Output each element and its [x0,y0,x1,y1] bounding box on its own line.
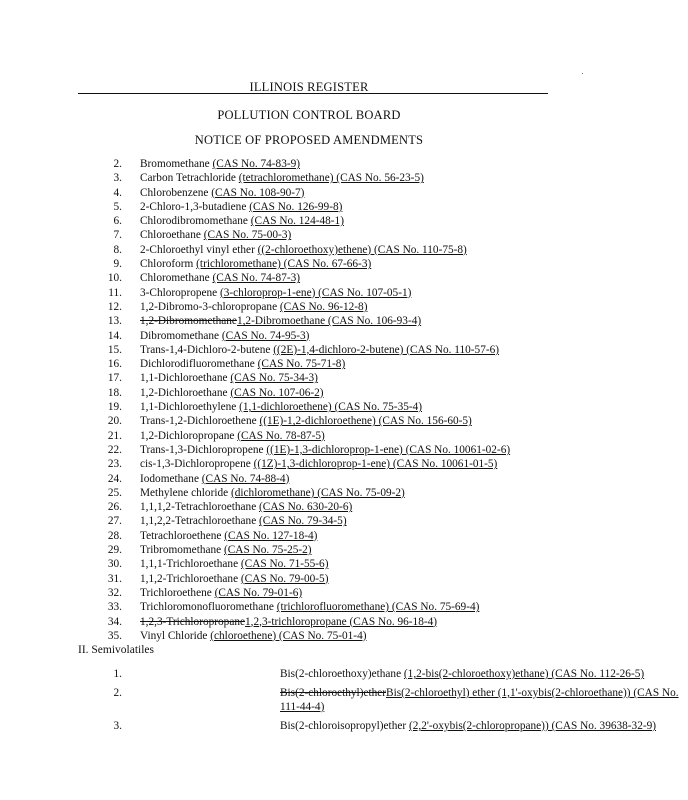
inserted-text: (CAS No. 79-34-5) [259,515,347,528]
text-segment: Chlorodibromomethane [140,215,251,228]
text-segment: Trans-1,4-Dichloro-2-butene [140,343,274,356]
item-number: 29. [107,544,122,557]
inserted-text: (CAS No. 74-95-3) [221,329,310,342]
item-text [140,271,300,285]
deleted-text: 1,2-Dibromomethane [140,315,237,328]
list-item [0,243,618,257]
text-segment: cis-1,3-Dichloropropene [140,458,254,471]
inserted-text: (CAS No. 71-55-6) [240,558,329,571]
speck [582,73,583,74]
text-segment: Chloroform [140,258,197,271]
list-item [0,443,618,457]
list-item [0,557,618,571]
list-item [0,457,618,471]
item-text [140,171,424,185]
item-text [140,257,371,271]
list-item [0,486,618,500]
item-text [140,429,325,443]
text-segment: 2-Chloro-1,3-butadiene [140,200,250,213]
list-item [0,500,618,514]
text-segment: Vinyl Chloride [140,629,211,642]
item-text [140,472,289,486]
list-item [0,157,618,171]
text-segment: Methylene chloride [140,486,231,499]
item-text [140,243,467,257]
item-number: 30. [107,558,122,571]
text-segment: Iodomethane [140,472,202,485]
item-number: 18. [107,386,122,399]
item-number: 5. [113,200,122,213]
inserted-text: (dichloromethane) (CAS No. 75-09-2) [230,486,405,499]
text-segment: Dichlorodifluoromethane [140,358,258,371]
item-text [140,228,291,242]
item-text [280,719,688,733]
inserted-text: (chloroethene) (CAS No. 75-01-4) [210,629,367,642]
text-segment: 1,1,2,2-Tetrachloroethane [140,515,260,528]
list-item [0,314,618,328]
list-item [0,400,618,414]
inserted-text: (2,2'-oxybis(2-chloropropane)) (CAS No. 39638-32-9) [408,720,657,732]
item-number: 6. [113,215,122,228]
item-number: 26. [107,501,122,514]
inserted-text: ((2E)-1,4-dichloro-2-butene) (CAS No. 110-57-6) [273,343,500,356]
text-segment: 1,1,1,2-Tetrachloroethane [140,501,260,514]
inserted-text: 1,2,3-trichloropropane (CAS No. 96-18-4) [245,615,438,628]
item-text [140,514,347,528]
item-number: 7. [113,229,122,242]
item-number: 24. [107,472,122,485]
inserted-text: (CAS No. 75-71-8) [257,358,346,371]
text-segment: Dibromomethane [140,329,222,342]
item-number: 25. [107,486,122,499]
text-segment: Trans-1,3-Dichloropropene [140,443,267,456]
inserted-text: ((2-chloroethoxy)ethene) (CAS No. 110-75-8) [257,243,467,256]
inserted-text: (CAS No. 75-00-3) [203,229,292,242]
list-item [0,228,618,242]
item-text [140,386,324,400]
inserted-text: (tetrachloromethane) (CAS No. 56-23-5) [238,172,424,185]
text-segment: 1,1-Dichloroethylene [140,401,240,414]
inserted-text: (CAS No. 107-06-2) [230,386,324,399]
semivolatiles-list [0,667,679,738]
inserted-text: (CAS No. 79-01-6) [214,586,303,599]
item-text [140,214,344,228]
item-text [140,200,342,214]
inserted-text: (3-chloroprop-1-ene) (CAS No. 107-05-1) [220,286,412,299]
item-text [140,414,472,428]
inserted-text: (CAS No. 127-18-4) [224,529,318,542]
list-item [0,343,618,357]
item-number: 2. [113,158,122,170]
item-number: 33. [107,601,122,614]
list-item [0,357,618,371]
item-text [140,615,437,629]
item-text [140,586,302,600]
item-text [140,500,352,514]
text-segment: 3-Chloropropene [140,286,220,299]
list-item [0,667,645,681]
text-segment: Trichloromonofluoromethane [140,601,277,614]
inserted-text: (trichlorofluoromethane) (CAS No. 75-69-4) [276,601,480,614]
item-number: 3. [113,720,122,732]
item-text [140,457,497,471]
text-segment: Carbon Tetrachloride [140,172,239,185]
list-item [0,371,618,385]
inserted-text: (CAS No. 74-88-4) [201,472,290,485]
item-number: 35. [107,629,122,642]
inserted-text: (CAS No. 124-48-1) [250,215,344,228]
item-number: 15. [107,343,122,356]
deleted-text: 1,2,3-Trichloropropane [140,615,246,628]
inserted-text: Bis(2-chloroethyl) ether (1,1'-oxybis(2-chloroethane)) (CAS No. 111-44-4) [280,687,679,713]
list-item [0,214,618,228]
text-segment: 1,1,1-Trichloroethane [140,558,241,571]
inserted-text: ((1E)-1,2-dichloroethene) (CAS No. 156-60-5) [259,415,472,428]
item-text [140,186,304,200]
item-number: 8. [113,243,122,256]
text-segment: Bis(2-chloroethoxy)ethane [280,668,404,680]
inserted-text: (1,1-dichloroethene) (CAS No. 75-35-4) [239,401,423,414]
item-number: 23. [107,458,122,471]
inserted-text: (CAS No. 96-12-8) [279,300,368,313]
register-title: ILLINOIS REGISTER [249,80,369,94]
board-title: POLLUTION CONTROL BOARD [217,108,401,122]
item-text [140,543,312,557]
item-number: 1. [113,668,122,680]
list-item [0,586,618,600]
item-number: 17. [107,372,122,385]
section-heading-semivolatiles: II. Semivolatiles [78,644,155,656]
list-item [0,414,618,428]
item-text [140,329,309,343]
item-number: 2. [113,687,122,699]
inserted-text: (CAS No. 126-99-8) [249,200,343,213]
item-number: 32. [107,586,122,599]
list-item [0,572,618,586]
item-number: 16. [107,358,122,371]
inserted-text: (CAS No. 630-20-6) [259,501,353,514]
item-text [140,486,405,500]
header-rule [78,93,548,94]
item-text [140,357,345,371]
text-segment: 1,2-Dibromo-3-chloropropane [140,300,280,313]
text-segment: 1,2-Dichloroethane [140,386,231,399]
item-text [140,314,421,328]
item-text [140,300,367,314]
item-number: 28. [107,529,122,542]
item-number: 14. [107,329,122,342]
notice-title: NOTICE OF PROPOSED AMENDMENTS [194,133,424,147]
deleted-text: Bis(2-chloroethyl)ether [280,687,387,699]
item-number: 19. [107,401,122,414]
text-segment: Tetrachloroethene [140,529,225,542]
item-text [140,529,317,543]
inserted-text: (CAS No. 74-83-9) [212,158,301,170]
item-number: 20. [107,415,122,428]
list-item [0,543,618,557]
list-item [0,186,618,200]
item-number: 22. [107,443,122,456]
item-text [140,572,328,586]
inserted-text: (CAS No. 78-87-5) [237,429,325,442]
text-segment: Tribromomethane [140,544,224,557]
volatiles-list [0,157,618,643]
item-text [140,286,411,300]
item-text [280,686,688,714]
item-number: 3. [113,172,122,185]
item-text [140,443,510,457]
text-segment: Chloromethane [140,272,213,285]
list-item [0,171,618,185]
inserted-text: (1,2-bis(2-chloroethoxy)ethane) (CAS No. 112-26-5) [403,668,645,680]
item-text [140,157,300,171]
inserted-text: (CAS No. 75-25-2) [224,544,312,557]
text-segment: 2-Chloroethyl vinyl ether [140,243,258,256]
inserted-text: (CAS No. 74-87-3) [212,272,301,285]
item-number: 13. [107,315,122,328]
item-text [140,629,366,643]
text-segment: Chlorobenzene [140,186,212,199]
item-number: 21. [107,429,122,442]
list-item [0,686,679,714]
inserted-text: ((1E)-1,3-dichloroprop-1-ene) (CAS No. 10061-02-6) [266,443,511,456]
list-item [0,200,618,214]
item-text [280,667,688,681]
item-number: 34. [107,615,122,628]
list-item [0,615,618,629]
list-item [0,514,618,528]
text-segment: 1,2-Dichloropropane [140,429,238,442]
list-item [0,629,618,643]
inserted-text: ((1Z)-1,3-dichloroprop-1-ene) (CAS No. 10061-01-5) [253,458,498,471]
item-text [140,600,479,614]
list-item [0,719,657,733]
item-number: 9. [113,258,122,271]
list-item [0,286,618,300]
inserted-text: (CAS No. 75-34-3) [230,372,318,385]
text-segment: Trichloroethene [140,586,215,599]
text-segment: Bis(2-chloroisopropyl)ether [280,720,409,732]
text-segment: 1,1-Dichloroethane [140,372,231,385]
text-segment: 1,1,2-Trichloroethane [140,572,241,585]
item-number: 12. [107,300,122,313]
text-segment: Bromomethane [140,158,213,170]
item-text [140,400,422,414]
list-item [0,329,618,343]
item-number: 4. [113,186,122,199]
list-item [0,271,618,285]
text-segment: Trans-1,2-Dichloroethene [140,415,260,428]
list-item [0,429,618,443]
item-text [140,371,318,385]
list-item [0,600,618,614]
list-item [0,472,618,486]
inserted-text: (CAS No. 108-90-7) [211,186,305,199]
item-text [140,557,328,571]
list-item [0,300,618,314]
inserted-text: 1,2-Dibromoethane (CAS No. 106-93-4) [236,315,422,328]
item-number: 11. [108,286,122,299]
list-item [0,386,618,400]
text-segment: Chloroethane [140,229,204,242]
inserted-text: (trichloromethane) (CAS No. 67-66-3) [196,258,372,271]
item-text [140,343,499,357]
item-number: 31. [107,572,122,585]
inserted-text: (CAS No. 79-00-5) [240,572,329,585]
list-item [0,529,618,543]
list-item [0,257,618,271]
item-number: 10. [107,272,122,285]
item-number: 27. [107,515,122,528]
